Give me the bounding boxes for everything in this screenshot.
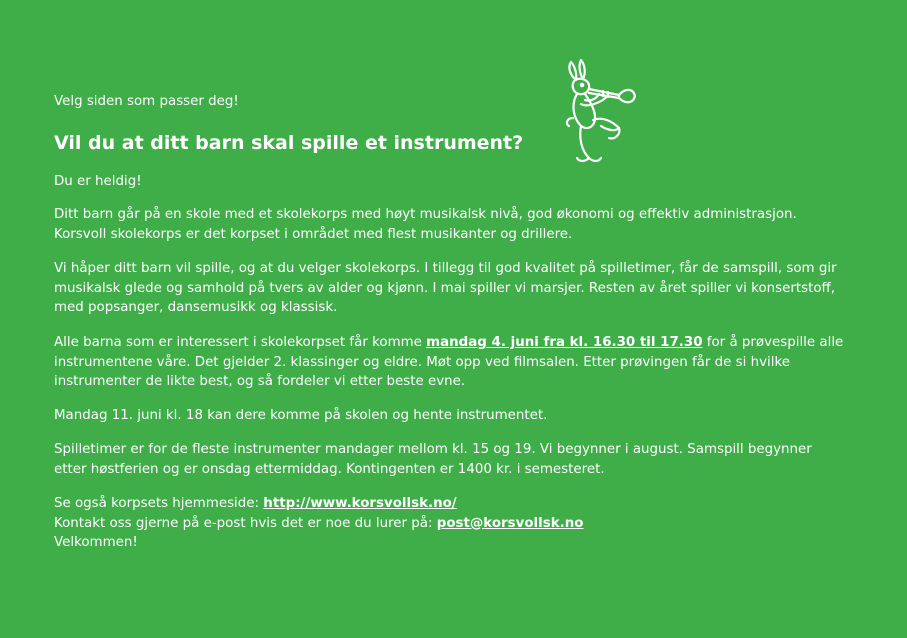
trial-date-highlight: mandag 4. juni fra kl. 16.30 til 17.30 [426,335,703,350]
paragraph-pickup: Mandag 11. juni kl. 18 kan dere komme på skolen og hente instrumentet. [54,408,548,423]
paragraph-school [54,205,854,244]
paragraph-line [54,333,854,353]
email-label: Kontakt oss gjerne på e-post hvis det er noe du lurer på: [54,515,437,531]
website-link[interactable]: http://www.korsvollsk.no/ [263,496,457,511]
paragraph-line: etter høstferien og er onsdag ettermiddag. Kontingenten er 1400 kr. i semesteret. [54,461,605,477]
intro-text: Velg siden som passer deg! [54,94,239,109]
trial-text-after: for å prøvespille alle [702,335,844,350]
paragraph-line: Vi håper ditt barn vil spille, og at du velger skolekorps. I tillegg til god kvalitet på spilletimer, får de samspill, som gir [54,261,837,276]
paragraph-line: musikalsk glede og samhold på tvers av alder og kjønn. I mai spiller vi marsjer. Resten av året spiller vi konsertstoff, [54,280,835,296]
lucky-text: Du er heldig! [54,174,142,189]
paragraph-line: instrumenter de likte best, og så fordeler vi etter beste evne. [54,374,466,389]
paragraph-contact [54,494,854,553]
paragraph-line: instrumentene våre. Det gjelder 2. klassinger og eldre. Møt opp ved filmsalen. Etter prøvingen får de si hvilke [54,354,790,370]
email-line [54,514,854,534]
paragraph-line: med popsanger, dansemusikk og klassisk. [54,300,338,315]
paragraph-trial [54,333,854,392]
paragraph-schedule [54,440,854,479]
page-title: Vil du at ditt barn skal spille et instrument? [54,132,524,154]
website-label: Se også korpsets hjemmeside: [54,496,264,511]
paragraph-line: Spilletimer er for de fleste instrumenter mandager mellom kl. 15 og 19. Vi begynner i august. Samspill begynner [54,442,812,457]
trial-text-before: Alle barna som er interessert i skolekorpset får komme [54,335,427,350]
welcome-text: Velkommen! [54,535,138,550]
paragraph-benefits [54,259,854,318]
website-line [54,494,854,514]
email-link[interactable]: post@korsvollsk.no [436,515,584,531]
paragraph-line: Ditt barn går på en skole med et skolekorps med høyt musikalsk nivå, god økonomi og effektiv administrasjon. [54,207,797,222]
paragraph-line: Korsvoll skolekorps er det korpset i området med flest musikanter og drillere. [54,226,573,242]
trumpet-rabbit-icon [563,58,639,166]
